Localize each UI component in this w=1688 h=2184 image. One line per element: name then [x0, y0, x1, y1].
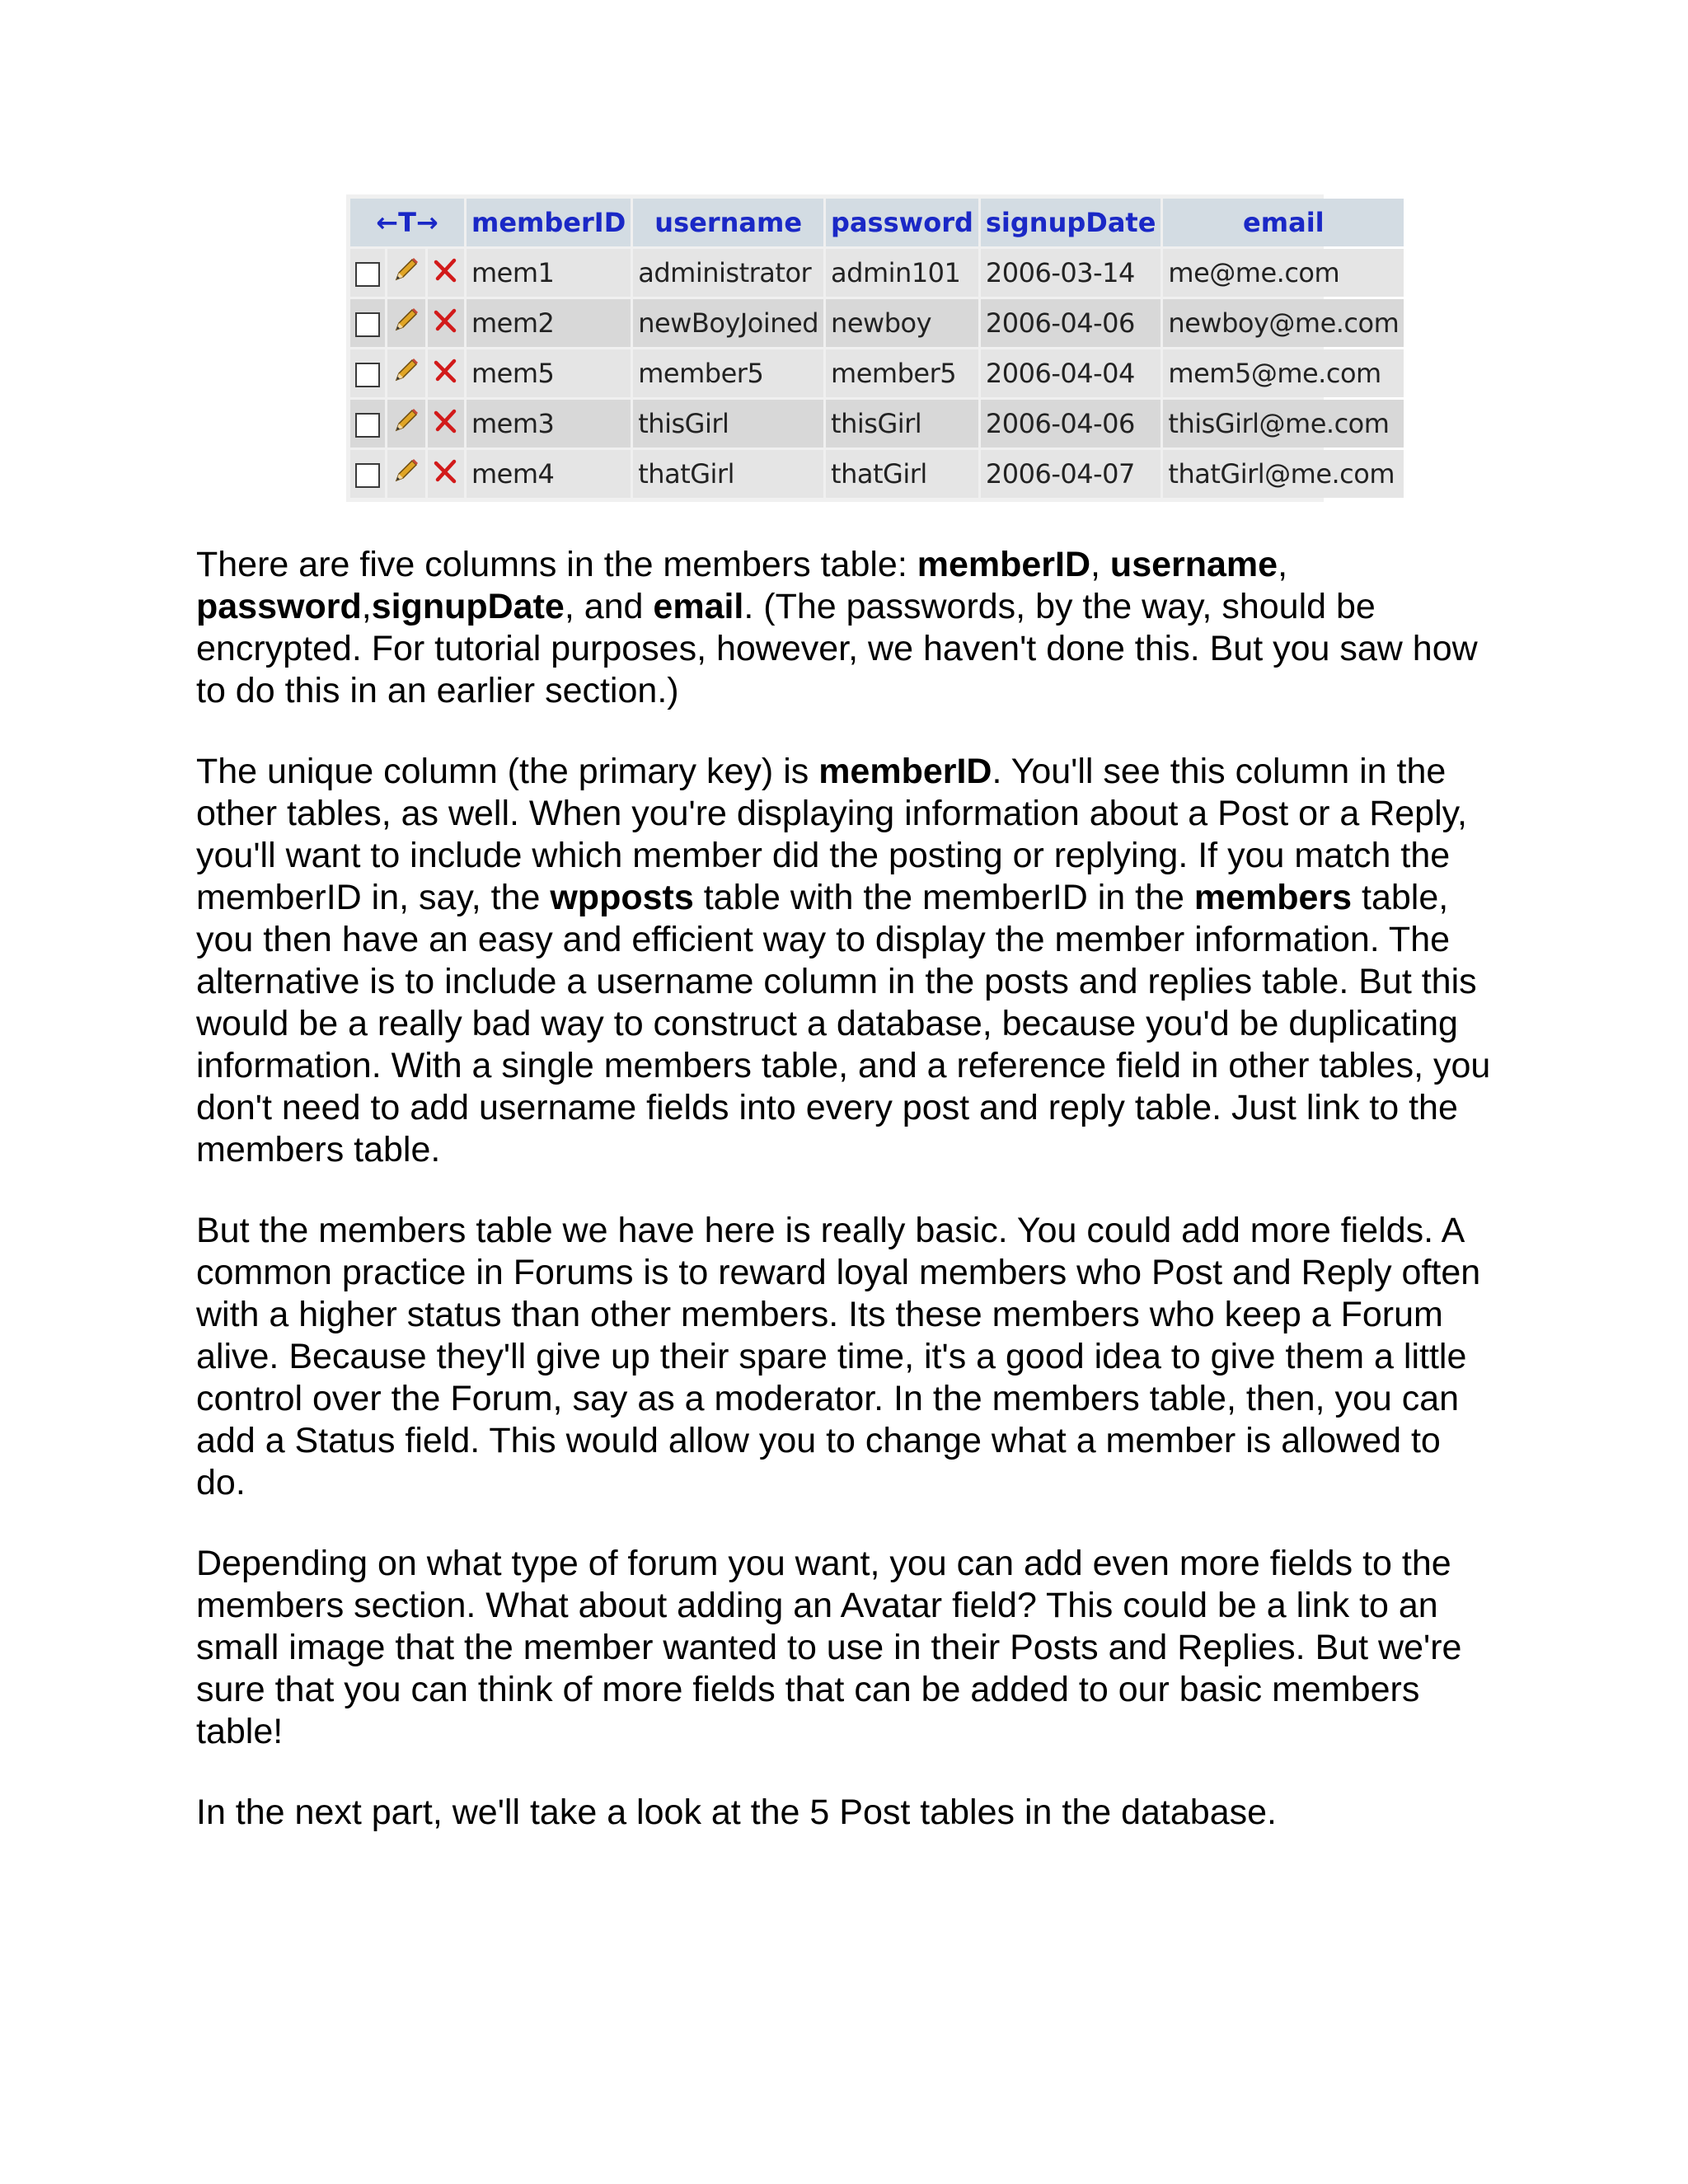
delete-x-icon[interactable] — [433, 307, 459, 340]
checkbox-icon[interactable] — [355, 463, 380, 488]
cell-username: thisGirl — [633, 400, 823, 448]
cell-memberid: mem1 — [467, 249, 631, 297]
cell-password: admin101 — [826, 249, 978, 297]
table-row — [350, 400, 1404, 448]
row-select-cell[interactable] — [350, 349, 385, 397]
row-delete-cell[interactable] — [428, 349, 464, 397]
cell-signupdate: 2006-04-04 — [981, 349, 1161, 397]
cell-signupdate: 2006-04-07 — [981, 450, 1161, 498]
pencil-icon[interactable] — [392, 255, 420, 290]
header-memberid[interactable]: memberID — [467, 199, 631, 246]
row-delete-cell[interactable] — [428, 400, 464, 448]
pencil-icon[interactable] — [392, 306, 420, 340]
table-row — [350, 450, 1404, 498]
cell-email: mem5@me.com — [1163, 349, 1404, 397]
cell-signupdate: 2006-04-06 — [981, 400, 1161, 448]
row-edit-cell[interactable] — [387, 299, 425, 347]
cell-signupdate: 2006-04-06 — [981, 299, 1161, 347]
cell-password: newboy — [826, 299, 978, 347]
table-row — [350, 299, 1404, 347]
cell-username: newBoyJoined — [633, 299, 823, 347]
row-edit-cell[interactable] — [387, 249, 425, 297]
term-username: username — [1109, 545, 1278, 584]
row-edit-cell[interactable] — [387, 450, 425, 498]
header-password[interactable]: password — [826, 199, 978, 246]
cell-password: member5 — [826, 349, 978, 397]
paragraph-primary-key: The unique column (the primary key) is memberID. You'll see this column in the other tables, as well. When you're displaying information about a Post or a Reply, you'll want to include which member did the posting or replying. If you match the memberID in, say, the wpposts table with the memberID in the members table, you then have an easy and efficient way to display the member information. The alternative is to include a username column in the posts and replies table. But this would be a really bad way to construct a database, because you'd be duplicating information. With a single members table, and a reference field in other tables, you don't need to add username fields into every post and reply table. Just link to the members table. — [196, 752, 1491, 1169]
cell-memberid: mem4 — [467, 450, 631, 498]
cell-password: thatGirl — [826, 450, 978, 498]
term-members: members — [1193, 878, 1353, 917]
checkbox-icon[interactable] — [355, 262, 380, 287]
cell-memberid: mem3 — [467, 400, 631, 448]
delete-x-icon[interactable] — [433, 257, 459, 290]
row-edit-cell[interactable] — [387, 349, 425, 397]
cell-email: thatGirl@me.com — [1163, 450, 1404, 498]
row-select-cell[interactable] — [350, 400, 385, 448]
table-row — [350, 349, 1404, 397]
row-select-cell[interactable] — [350, 249, 385, 297]
cell-memberid: mem5 — [467, 349, 631, 397]
table-header-row — [350, 199, 1404, 246]
cell-memberid: mem2 — [467, 299, 631, 347]
pencil-icon[interactable] — [392, 457, 420, 491]
term-wpposts: wpposts — [550, 878, 694, 917]
row-select-cell[interactable] — [350, 299, 385, 347]
cell-password: thisGirl — [826, 400, 978, 448]
cell-email: thisGirl@me.com — [1163, 400, 1404, 448]
paragraph-more-fields: But the members table we have here is really basic. You could add more fields. A common practice in Forums is to reward loyal members who Post and Reply often with a higher status than other members. Its these members who keep a Forum alive. Because they'll give up their spare time, it's a good idea to give them a little control over the Forum, say as a moderator. In the members table, then, you can add a Status field. This would allow you to change what a member is allowed to do. — [196, 1211, 1481, 1502]
term-memberid: memberID — [917, 545, 1091, 584]
term-signupdate: signupDate — [371, 587, 565, 626]
paragraph-columns: There are five columns in the members table: memberID, username, password,signupDate, and email. (The passwords, by the way, should be encrypted. For tutorial purposes, however, we haven't done this. But you saw how to do this in an earlier section.) — [196, 545, 1478, 710]
term-password: password — [196, 587, 362, 626]
pencil-icon[interactable] — [392, 406, 420, 441]
cell-username: thatGirl — [633, 450, 823, 498]
delete-x-icon[interactable] — [433, 358, 459, 391]
header-signupdate[interactable]: signupDate — [981, 199, 1161, 246]
checkbox-icon[interactable] — [355, 363, 380, 387]
members-table-screenshot — [346, 194, 1400, 502]
paragraph-avatar: Depending on what type of forum you want, you can add even more fields to the members section. What about adding an Avatar field? This could be a link to an small image that the member wanted to use in their Posts and Replies. But we're sure that you can think of more fields that can be added to our basic members table! — [196, 1544, 1462, 1751]
table-row — [350, 249, 1404, 297]
row-delete-cell[interactable] — [428, 249, 464, 297]
members-table — [348, 196, 1406, 500]
article-body — [196, 544, 1498, 1872]
row-select-cell[interactable] — [350, 450, 385, 498]
paragraph-next-part: In the next part, we'll take a look at the 5 Post tables in the database. — [196, 1793, 1277, 1832]
cell-email: newboy@me.com — [1163, 299, 1404, 347]
row-delete-cell[interactable] — [428, 299, 464, 347]
cell-username: member5 — [633, 349, 823, 397]
row-delete-cell[interactable] — [428, 450, 464, 498]
checkbox-icon[interactable] — [355, 413, 380, 438]
delete-x-icon[interactable] — [433, 408, 459, 441]
checkbox-icon[interactable] — [355, 312, 380, 337]
column-arrows-header[interactable]: ←T→ — [350, 199, 464, 246]
pencil-icon[interactable] — [392, 356, 420, 391]
cell-signupdate: 2006-03-14 — [981, 249, 1161, 297]
delete-x-icon[interactable] — [433, 458, 459, 491]
term-memberid-key: memberID — [818, 752, 992, 791]
cell-username: administrator — [633, 249, 823, 297]
row-edit-cell[interactable] — [387, 400, 425, 448]
term-email: email — [653, 587, 744, 626]
header-email[interactable]: email — [1163, 199, 1404, 246]
header-username[interactable]: username — [633, 199, 823, 246]
cell-email: me@me.com — [1163, 249, 1404, 297]
